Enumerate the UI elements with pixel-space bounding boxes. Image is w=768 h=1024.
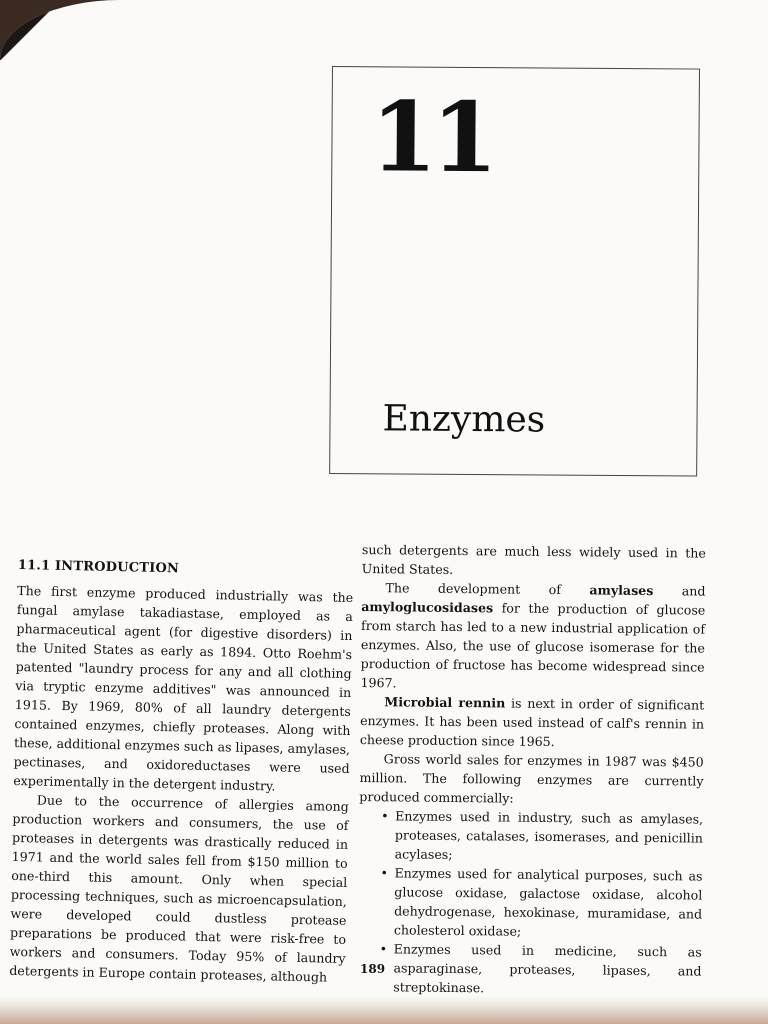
list-item [379, 939, 702, 999]
text-run: and [653, 583, 706, 599]
paragraph-allergies: Due to the occurrence of allergies among production workers and consumers, the use of proteases in detergents was drastically reduced in 1971 and the world sales fell from $150 million to one-third this amount. Only when special processing techniques, such as microencapsulation, were developed could dustless protease preparations be produced that were risk-free to workers and consumers. Today 95% of laundry detergents in Europe contain proteases, although [9, 792, 349, 985]
text-run: is next in order of significant enzymes. It has been used instead of calf's rennin in cheese production since 1965. [359, 695, 705, 750]
term-amylases: amylases [589, 582, 654, 599]
page-bottom-edge [0, 996, 768, 1024]
list-item-text: Enzymes used in industry, such as amylases, proteases, catalases, isomerases, and penicillin acylases; [394, 808, 704, 862]
bullet-icon: • [380, 865, 389, 881]
paragraph-amylases [360, 578, 705, 696]
chapter-number: 11 [370, 80, 493, 195]
term-microbial-rennin: Microbial rennin [384, 694, 506, 711]
text-run: The development of [385, 580, 590, 598]
paragraph-intro: The first enzyme produced industrially was the fungal amylase takadiastase, employed as a pharmaceutical agent (for digestive disorders) in the United States as early as 1894. Otto Roehm's patented "laundry process for any and all clothing via tryptic enzyme additives" was announced in 1915. By 1969, 80% of all laundry detergents contained enzymes, chiefly proteases. Along with these, additional enzymes such as lipases, amylases, pectinases, and oxidoreductases were used experimentally in the detergent industry. [13, 582, 354, 794]
text-run: for the production of glucose from starch has led to a new industrial application of enzymes. Also, the use of glucose isomerase for the production of fructose has become widespread since 1967. [360, 600, 706, 691]
list-item-text: Enzymes used for analytical purposes, such as glucose oxidase, galactose oxidase, alcohol dehydrogenase, hexokinase, muramidase, and cholesterol oxidase; [393, 865, 703, 939]
page-number: 189 [360, 962, 386, 976]
list-item [380, 863, 703, 942]
chapter-title-box [329, 66, 700, 477]
paragraph-sales: Gross world sales for enzymes in 1987 was $450 million. The following enzymes are currently produced commercially: [359, 751, 704, 806]
left-column [9, 556, 354, 987]
page-corner-shadow [0, 0, 90, 60]
enzyme-list [357, 806, 703, 1000]
paragraph-continuation: such detergents are much less widely used in the United States. [361, 541, 706, 577]
chapter-title: Enzymes [382, 398, 546, 441]
term-amyloglucosidases: amyloglucosidases [361, 598, 494, 616]
list-item-text: Enzymes used in medicine, such as asparaginase, proteases, lipases, and streptokinase. [393, 941, 702, 996]
paragraph-rennin [360, 692, 705, 753]
right-column [357, 540, 706, 1000]
bullet-icon: • [381, 808, 389, 824]
list-item [381, 806, 704, 866]
section-heading: 11.1 INTRODUCTION [17, 557, 180, 577]
bullet-icon: • [379, 941, 388, 957]
